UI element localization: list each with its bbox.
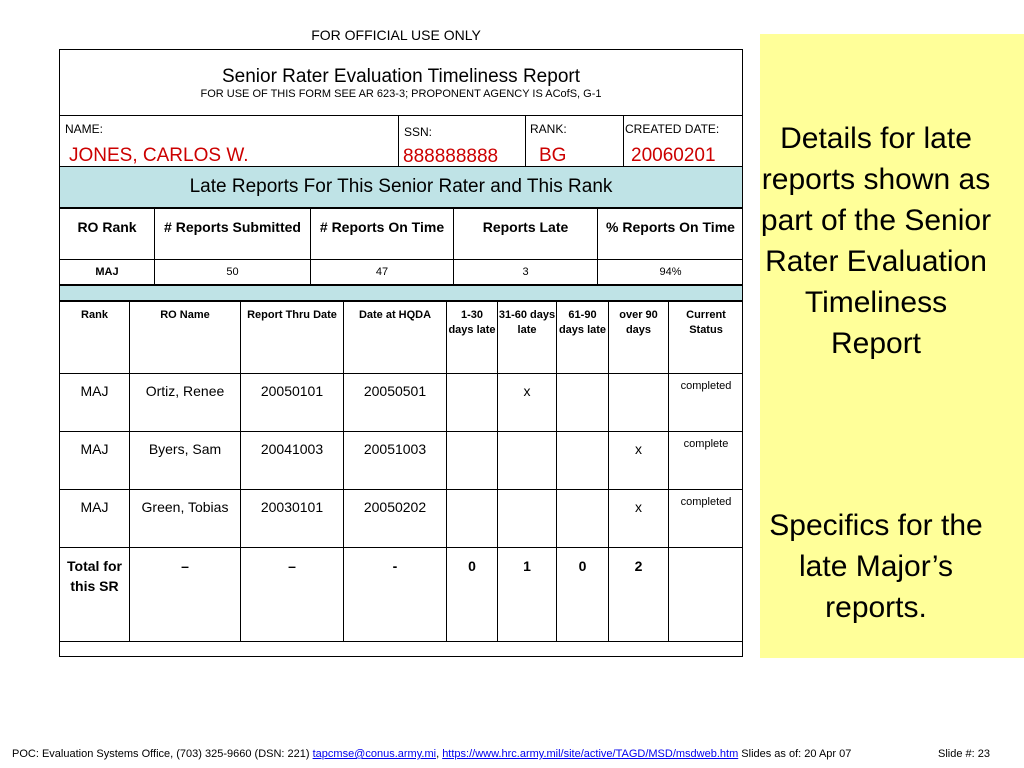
total-31-60-days: 1 <box>498 548 557 642</box>
footer-email-link[interactable]: tapcmse@conus.army.mi <box>312 748 437 760</box>
summary-submitted: 50 <box>155 260 311 285</box>
summary-ro-rank: MAJ <box>60 260 155 285</box>
cell-1-30-days <box>447 432 498 490</box>
cell-rank: MAJ <box>60 374 130 432</box>
cell-61-90-days <box>557 374 609 432</box>
cell-ro-name: Ortiz, Renee <box>130 374 241 432</box>
rater-info-row <box>60 116 742 167</box>
ssn-label: SSN: <box>404 125 433 139</box>
cell-current-status: complete <box>669 432 744 490</box>
callout-text-specifics: Specifics for the late Major’s reports. <box>769 509 983 624</box>
header-1-30-days-late: 1-30 days late <box>447 302 498 374</box>
cell-rank: MAJ <box>60 432 130 490</box>
summary-late: 3 <box>454 260 598 285</box>
header-percent-on-time: % Reports On Time <box>598 209 744 260</box>
header-61-90-days-late: 61-90 days late <box>557 302 609 374</box>
header-report-thru-date: Report Thru Date <box>241 302 344 374</box>
late-reports-header: Late Reports For This Senior Rater and This Rank <box>60 167 742 208</box>
footer-slides-date: Slides as of: 20 Apr 07 <box>738 748 852 760</box>
cell-current-status: completed <box>669 490 744 548</box>
classification-banner: FOR OFFICIAL USE ONLY <box>311 27 481 43</box>
cell-1-30-days <box>447 490 498 548</box>
rank-value: BG <box>539 145 567 166</box>
summary-header-row <box>60 209 744 260</box>
total-date-at-hqda: - <box>344 548 447 642</box>
cell-date-at-hqda: 20051003 <box>344 432 447 490</box>
section-separator <box>60 285 742 301</box>
cell-1-30-days <box>447 374 498 432</box>
cell-over-90-days <box>609 374 669 432</box>
report-title-block <box>60 50 742 116</box>
report-subtitle: FOR USE OF THIS FORM SEE AR 623-3; PROPONENT AGENCY IS ACofS, G-1 <box>200 88 602 100</box>
timeliness-report <box>59 49 743 657</box>
ssn-value: 888888888 <box>403 146 499 167</box>
summary-table <box>59 208 743 285</box>
cell-ro-name: Byers, Sam <box>130 432 241 490</box>
header-rank: Rank <box>60 302 130 374</box>
summary-percent: 94% <box>598 260 744 285</box>
header-reports-on-time: # Reports On Time <box>311 209 454 260</box>
callout-text-details: Details for late reports shown as part of the Senior Rater Evaluation Timeliness Report <box>760 122 992 360</box>
detail-table <box>59 301 743 642</box>
footer-url-link[interactable]: https://www.hrc.army.mil/site/active/TAGD/MSD/msdweb.htm <box>442 748 739 760</box>
cell-report-thru-date: 20050101 <box>241 374 344 432</box>
name-value: JONES, CARLOS W. <box>69 145 249 166</box>
cell-report-thru-date: 20030101 <box>241 490 344 548</box>
created-date-cell <box>624 116 743 166</box>
slide-number: Slide #: 23 <box>938 748 990 760</box>
cell-61-90-days <box>557 432 609 490</box>
table-row <box>60 432 744 490</box>
name-label: NAME: <box>65 122 104 136</box>
footer-poc: POC: Evaluation Systems Office, (703) 325-9660 (DSN: 221) <box>12 748 313 760</box>
cell-current-status: completed <box>669 374 744 432</box>
cell-rank: MAJ <box>60 490 130 548</box>
cell-31-60-days <box>498 490 557 548</box>
total-over-90-days: 2 <box>609 548 669 642</box>
table-row <box>60 490 744 548</box>
header-31-60-days-late: 31-60 days late <box>498 302 557 374</box>
created-date-value: 20060201 <box>631 145 716 166</box>
detail-header-row <box>60 302 744 374</box>
rank-cell <box>526 116 623 166</box>
cell-31-60-days <box>498 432 557 490</box>
header-current-status: Current Status <box>669 302 744 374</box>
total-ro-name: – <box>130 548 241 642</box>
cell-over-90-days: x <box>609 432 669 490</box>
cell-over-90-days: x <box>609 490 669 548</box>
header-reports-late: Reports Late <box>454 209 598 260</box>
header-over-90-days: over 90 days <box>609 302 669 374</box>
header-date-at-hqda: Date at HQDA <box>344 302 447 374</box>
total-current-status <box>669 548 744 642</box>
footer <box>12 748 851 760</box>
report-title: Senior Rater Evaluation Timeliness Report <box>221 66 580 87</box>
footer-separator: , <box>436 748 443 760</box>
cell-61-90-days <box>557 490 609 548</box>
total-report-thru-date: – <box>241 548 344 642</box>
cell-date-at-hqda: 20050202 <box>344 490 447 548</box>
table-row <box>60 374 744 432</box>
header-reports-submitted: # Reports Submitted <box>155 209 311 260</box>
cell-report-thru-date: 20041003 <box>241 432 344 490</box>
rank-label: RANK: <box>530 122 567 136</box>
cell-31-60-days: x <box>498 374 557 432</box>
ssn-cell <box>399 116 525 166</box>
total-row <box>60 548 744 642</box>
total-label: Total for this SR <box>60 548 130 642</box>
header-ro-rank: RO Rank <box>60 209 155 260</box>
summary-row <box>60 260 744 285</box>
callout-panel <box>760 34 1024 658</box>
header-ro-name: RO Name <box>130 302 241 374</box>
cell-date-at-hqda: 20050501 <box>344 374 447 432</box>
summary-on-time: 47 <box>311 260 454 285</box>
total-61-90-days: 0 <box>557 548 609 642</box>
name-cell <box>60 116 398 166</box>
total-1-30-days: 0 <box>447 548 498 642</box>
cell-ro-name: Green, Tobias <box>130 490 241 548</box>
created-date-label: CREATED DATE: <box>625 122 720 136</box>
